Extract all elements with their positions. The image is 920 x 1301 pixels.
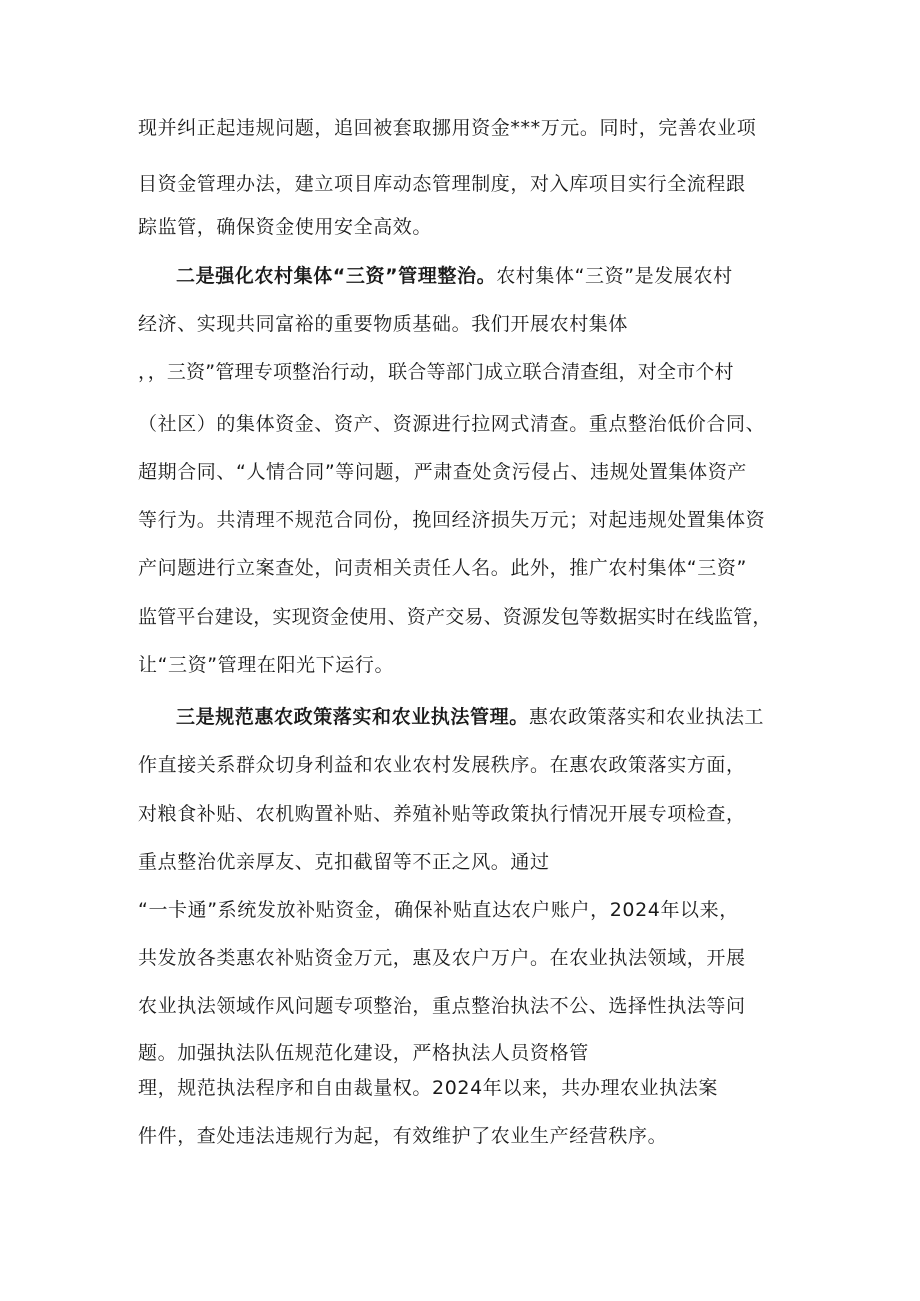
paragraph-3-line-7: 农业执法领域作风问题专项整治，重点整治执法不公、选择性执法等问 bbox=[138, 995, 746, 1017]
paragraph-2-heading: 二是强化农村集体“三资”管理整治。 bbox=[176, 265, 497, 287]
paragraph-1-line-1: 现并纠正起违规问题，追回被套取挪用资金***万元。同时，完善农业项 bbox=[138, 117, 757, 139]
paragraph-3-line-4: 重点整治优亲厚友、克扣截留等不正之风。通过 bbox=[138, 851, 550, 873]
paragraph-2-line-7: 产问题进行立案查处，问责相关责任人名。此外，推广农村集体“三资” bbox=[138, 557, 747, 579]
paragraph-2-line-8: 监管平台建设，实现资金使用、资产交易、资源发包等数据实时在线监管， bbox=[138, 606, 772, 628]
paragraph-3-line-9: 理，规范执法程序和自由裁量权。2024年以来，共办理农业执法案 bbox=[138, 1077, 718, 1099]
paragraph-2-line-6: 等行为。共清理不规范合同份，挽回经济损失万元；对起违规处置集体资 bbox=[138, 509, 766, 531]
paragraph-2-first-line-rest: 农村集体“三资”是发展农村 bbox=[496, 265, 733, 287]
paragraph-2-line-3: ，，三资”管理专项整治行动，联合等部门成立联合清查组，对全市个村 bbox=[138, 361, 734, 383]
paragraph-2-line-2: 经济、实现共同富裕的重要物质基础。我们开展农村集体 bbox=[138, 313, 629, 335]
paragraph-3-line-5: “一卡通”系统发放补贴资金，确保补贴直达农户账户，2024年以来， bbox=[138, 899, 739, 921]
paragraph-3-line-8: 题。加强执法队伍规范化建设，严格执法人员资格管 bbox=[138, 1042, 589, 1064]
paragraph-3-line-6: 共发放各类惠农补贴资金万元，惠及农户万户。在农业执法领域，开展 bbox=[138, 947, 746, 969]
paragraph-2-line-9: 让“三资”管理在阳光下运行。 bbox=[138, 654, 395, 676]
paragraph-3-line-10: 件件，查处违法违规行为起，有效维护了农业生产经营秩序。 bbox=[138, 1125, 668, 1147]
paragraph-2-line-5: 超期合同、“人情合同”等问题，严肃查处贪污侵占、违规处置集体资产 bbox=[138, 461, 747, 483]
paragraph-3-heading: 三是规范惠农政策落实和农业执法管理。 bbox=[176, 706, 529, 728]
paragraph-1-line-2: 目资金管理办法，建立项目库动态管理制度，对入库项目实行全流程跟 bbox=[138, 173, 746, 195]
paragraph-3-line-3: 对粮食补贴、农机购置补贴、养殖补贴等政策执行情况开展专项检查， bbox=[138, 803, 746, 825]
paragraph-3-line-2: 作直接关系群众切身利益和农业农村发展秩序。在惠农政策落实方面， bbox=[138, 754, 746, 776]
paragraph-3-first-line-rest: 惠农政策落实和农业执法工 bbox=[528, 706, 765, 728]
paragraph-2-first-line bbox=[176, 264, 826, 288]
paragraph-3-first-line bbox=[176, 705, 826, 729]
paragraph-2-line-4: （社区）的集体资金、资产、资源进行拉网式清查。重点整治低价合同、 bbox=[138, 413, 766, 435]
paragraph-1-line-3: 踪监管，确保资金使用安全高效。 bbox=[138, 216, 433, 238]
